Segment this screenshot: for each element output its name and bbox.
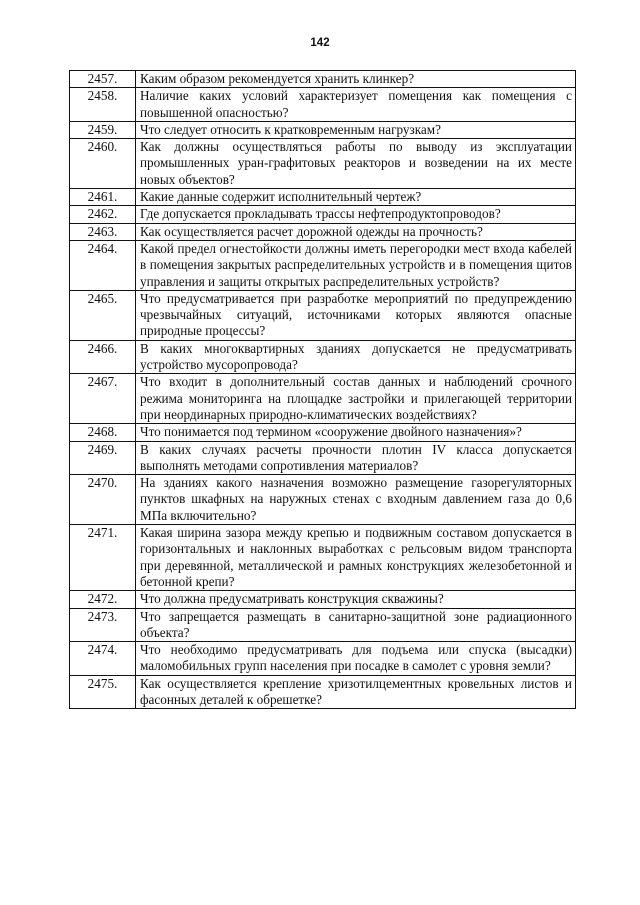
question-number: 2468. — [70, 424, 136, 441]
question-text: Что запрещается размещать в санитарно-защитной зоне радиационного объекта? — [136, 608, 576, 642]
question-text: Где допускается прокладывать трассы нефтепродуктопроводов? — [136, 206, 576, 223]
question-text: Какой предел огнестойкости должны иметь перегородки мест входа кабелей в помещения закрытых распределительных устройств и в помещения щитов управления и защиты открытых распределительных устройств? — [136, 240, 576, 290]
question-text: Что должна предусматривать конструкция скважины? — [136, 591, 576, 608]
table-row — [70, 642, 576, 676]
table-row — [70, 206, 576, 223]
question-number: 2461. — [70, 189, 136, 206]
question-number: 2465. — [70, 290, 136, 340]
question-text: Что следует относить к кратковременным нагрузкам? — [136, 121, 576, 138]
question-text: Какая ширина зазора между крепью и подвижным составом допускается в горизонтальных и наклонных выработках с рельсовым видом транспорта при деревянной, металлической и рамных конструкциях железобетонной и бетонной крепи? — [136, 525, 576, 591]
question-text: Как должны осуществляться работы по выводу из эксплуатации промышленных уран-графитовых реакторов и возведении на их месте новых объектов? — [136, 139, 576, 189]
question-number: 2464. — [70, 240, 136, 290]
table-row — [70, 441, 576, 475]
table-row — [70, 608, 576, 642]
question-number: 2463. — [70, 223, 136, 240]
question-number: 2471. — [70, 525, 136, 591]
page-number: 142 — [310, 37, 330, 49]
question-number: 2466. — [70, 340, 136, 374]
question-text: Каким образом рекомендуется хранить клинкер? — [136, 71, 576, 88]
table-row — [70, 374, 576, 424]
question-number: 2469. — [70, 441, 136, 475]
table-row — [70, 88, 576, 122]
question-number: 2467. — [70, 374, 136, 424]
table-row — [70, 591, 576, 608]
question-number: 2470. — [70, 475, 136, 525]
question-text: В каких случаях расчеты прочности плотин IV класса допускается выполнять методами сопротивления материалов? — [136, 441, 576, 475]
table-row — [70, 424, 576, 441]
question-number: 2460. — [70, 139, 136, 189]
table-row — [70, 223, 576, 240]
question-text: В каких многоквартирных зданиях допускается не предусматривать устройство мусоропровода? — [136, 340, 576, 374]
question-number: 2475. — [70, 675, 136, 709]
table-row — [70, 121, 576, 138]
table-row — [70, 290, 576, 340]
question-text: На зданиях какого назначения возможно размещение газорегуляторных пунктов шкафных на наружных стенах с входным давлением газа до 0,6 МПа включительно? — [136, 475, 576, 525]
question-text: Что необходимо предусматривать для подъема или спуска (высадки) маломобильных групп населения при посадке в самолет с уровня земли? — [136, 642, 576, 676]
question-text: Как осуществляется крепление хризотилцементных кровельных листов и фасонных деталей к обрешетке? — [136, 675, 576, 709]
question-text: Что входит в дополнительный состав данных и наблюдений срочного режима мониторинга на площадке застройки и прилегающей территории при неординарных природно-климатических воздействиях? — [136, 374, 576, 424]
table-row — [70, 189, 576, 206]
table-row — [70, 475, 576, 525]
table-row — [70, 139, 576, 189]
table-row — [70, 71, 576, 88]
question-text: Что понимается под термином «сооружение двойного назначения»? — [136, 424, 576, 441]
question-text: Что предусматривается при разработке мероприятий по предупреждению чрезвычайных ситуаций, источниками которых являются опасные природные процессы? — [136, 290, 576, 340]
question-number: 2473. — [70, 608, 136, 642]
question-number: 2459. — [70, 121, 136, 138]
question-text: Наличие каких условий характеризует помещения как помещения с повышенной опасностью? — [136, 88, 576, 122]
table-row — [70, 675, 576, 709]
question-text: Как осуществляется расчет дорожной одежды на прочность? — [136, 223, 576, 240]
questions-table-body — [70, 71, 576, 709]
question-number: 2474. — [70, 642, 136, 676]
table-row — [70, 525, 576, 591]
question-text: Какие данные содержит исполнительный чертеж? — [136, 189, 576, 206]
table-row — [70, 240, 576, 290]
table-row — [70, 340, 576, 374]
questions-table — [69, 70, 576, 709]
question-number: 2458. — [70, 88, 136, 122]
question-number: 2457. — [70, 71, 136, 88]
question-number: 2472. — [70, 591, 136, 608]
question-number: 2462. — [70, 206, 136, 223]
